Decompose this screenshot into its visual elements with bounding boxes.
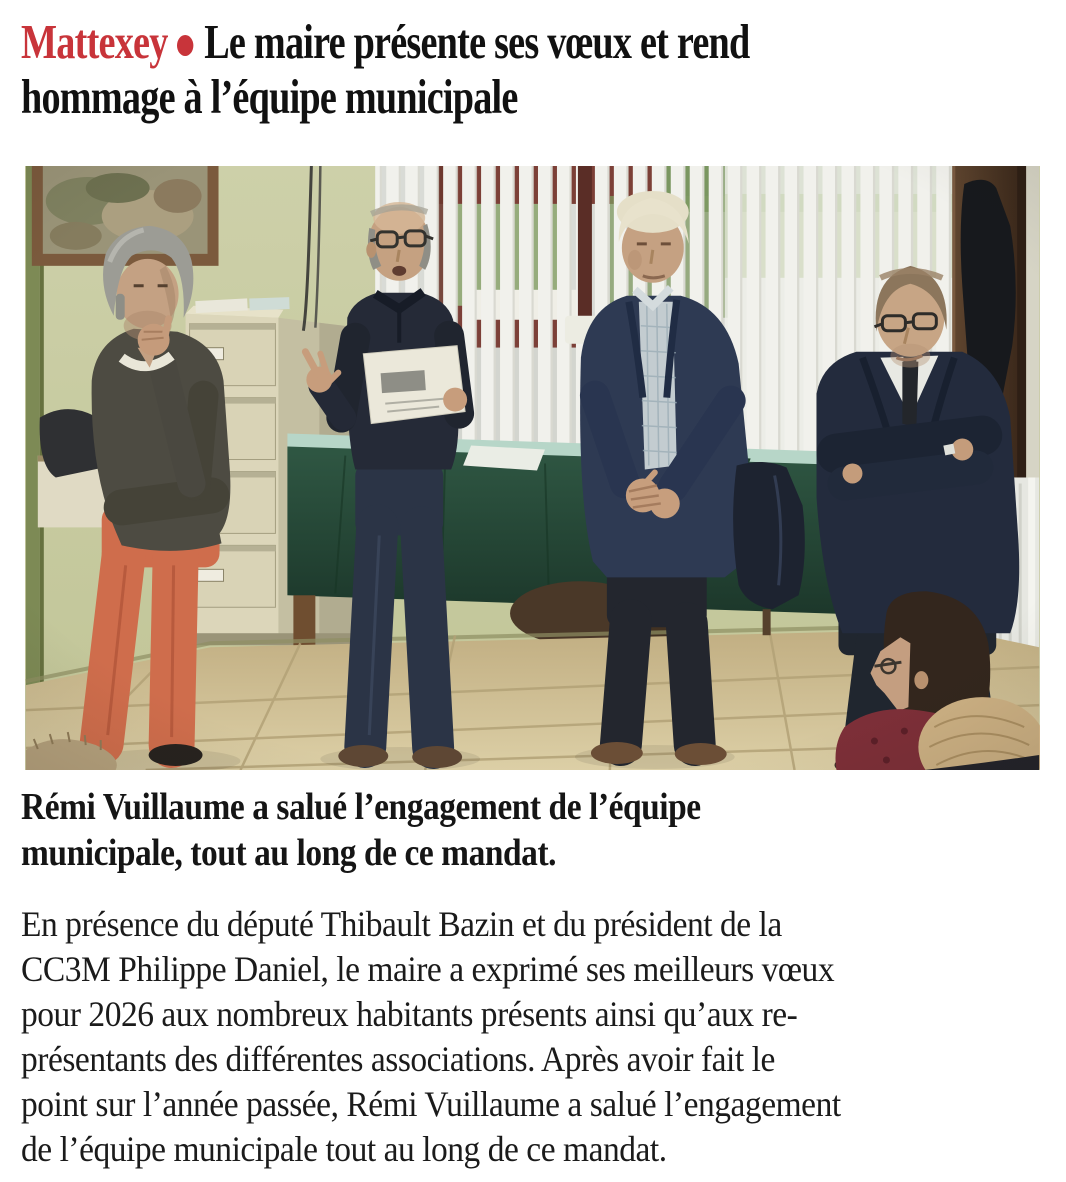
photo-vignette [26, 166, 1039, 770]
body-line-6: de l’équipe municipale tout au long de ce mandat. [21, 1129, 667, 1169]
article-body [21, 902, 1066, 1172]
body-line-1: En présence du député Thibault Bazin et du président de la [21, 904, 782, 944]
kicker-bullet-icon [177, 35, 193, 56]
headline-text-1: Le maire présente ses vœux et rend [204, 14, 750, 69]
article-headline [21, 14, 1066, 124]
kicker-label: Mattexey [21, 14, 168, 69]
caption-line-1: Rémi Vuillaume a salué l’engagement de l’équipe [21, 786, 701, 828]
caption-line-2: municipale, tout au long de ce mandat. [21, 832, 557, 874]
headline-line-1 [21, 14, 836, 69]
body-line-3: pour 2026 aux nombreux habitants présents ainsi qu’aux re- [21, 994, 798, 1034]
article-photo [25, 166, 1040, 770]
photo-caption [21, 784, 1066, 876]
headline-text-2: hommage à l’équipe municipale [21, 69, 518, 124]
body-line-4: présentants des différentes associations. Après avoir fait le [21, 1039, 775, 1079]
headline-line-2 [21, 69, 836, 124]
body-line-5: point sur l’année passée, Rémi Vuillaume a salué l’engagement [21, 1084, 841, 1124]
article-figure [21, 166, 1066, 876]
body-line-2: CC3M Philippe Daniel, le maire a exprimé ses meilleurs vœux [21, 949, 835, 989]
